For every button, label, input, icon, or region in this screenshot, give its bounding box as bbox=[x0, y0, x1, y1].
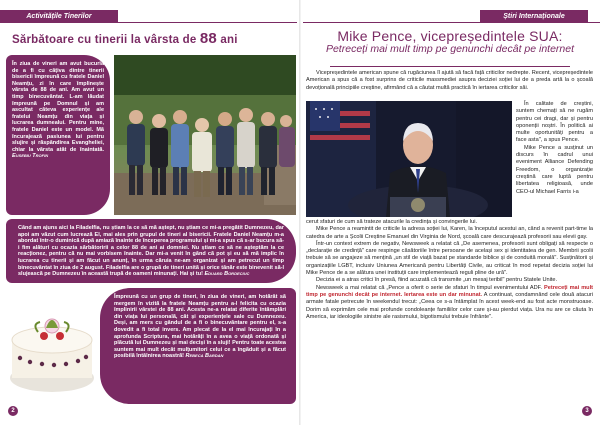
title-number: 88 bbox=[199, 30, 217, 47]
body-5-lead: Newsweek a mai relatat că „Pence a oferit o serie de sfaturi în timpul evenimentului ADF. bbox=[316, 284, 543, 291]
article-side-column bbox=[516, 101, 593, 196]
testimony-2-signature: Eduard Bordeciuc bbox=[204, 271, 250, 278]
birthday-cake-image bbox=[6, 288, 98, 404]
testimony-1-signature: Eusebiu Trofin bbox=[12, 153, 49, 160]
testimony-3-text: Împreună cu un grup de tineri, în ziua de vineri, am hotărât să mergem în vizită la fratele Neamțu pentru a-l felicita cu ocazia împlinirii vârstei de 88 ani. Acesta ne-a relatat diferite întâmplări din viața lui personală, cât și experiențele sale cu Dumnezeu. Deși, am mers cu gândul de a fi o binecuvântare pentru el, s-a dovedit a fi total invers. Am plecat de la el mai încurajați în a aprofunda Scriptura, mai hotărâți în a avea o viață ordonată și plăcută lui Dumnezeu și mai deciși în a sluji! Pentru toate acestea suntem mai mult decât mulțumitori celui ce a îngăduit și a făcut posibilă întâlnirea noastră! bbox=[114, 294, 286, 360]
body-paragraph-4: Decizia ei a atras critici în presă, fiind acuzată că transmite „un mesaj teribil" pentru Statele Unite. bbox=[316, 277, 558, 284]
page-number-left: 2 bbox=[8, 406, 18, 416]
side-paragraph-1: În calitate de creștini, suntem chemați să ne rugăm pentru cei dragi, dar și pentru oponenții noștri. În politică ai multe oportunități pentru a face asta", a spus Pence. bbox=[516, 101, 593, 144]
left-page-title bbox=[12, 30, 297, 47]
section-rule-right bbox=[303, 22, 600, 23]
intro-paragraph: Vicepreședintele american spune că rugăciunea îl ajută să facă față criticilor nedrepte. Recent, vicepreședintele American a spus că a fost surprins de criticile massmediei asupra deciziei soției lui de a preda artă la o școală devoțională principiile creștine, afirmând că a căutat multă practică în iertarea criticilor săi. bbox=[306, 70, 593, 91]
side-paragraph-2: Mike Pence a susținut un discurs în cadrul unui eveniment Alliance Defending Freedom, o organizație creștină care luptă pentru libertatea religioasă, unde CEO-ul Michael Farris i-a bbox=[516, 144, 593, 195]
title-suffix: ani bbox=[216, 34, 238, 46]
cake-illustration bbox=[6, 288, 98, 404]
testimony-2-text: Când am ajuns aici la Filadelfia, nu știam la ce să mă aștept, nu știam ce mi-a pregătit Dumnezeu, dar apoi am văzut cum lucrează El, mai ales prin grupul de tineri al bisericii. Fratele Daniel Neamțu m-a abordat într-o duminică după amiază înainte de începerea programului și mi-a spus că s-ar bucura să-i fim alături cu ocazia sărbătoririi a celor 88 de ani ai domniei. Nu știam ce să ne așteptăm la ce reacționez, pentru că nu mai vorbisem înainte. Dar mi-a venit în gând că pot și eu să mă implic în lucrarea cu tinerii și am făcut un anunț, în urma căruia ne-am organizat și am petrecut un timp binecuvântat în ziua de 2 august. Filadelfia are o grupă de tineri unită și orice tânăr este binevenit să-l slujească pe Dumnezeu în această trupă de oameni minunați. Hai și tu! bbox=[18, 225, 284, 278]
pence-quote-highlight: Petreceți mai mult timp pe genunchi decât pe internet. Iertarea este un dar minunat. bbox=[306, 284, 593, 298]
headline-rule bbox=[330, 66, 570, 67]
group-photo-illustration bbox=[114, 55, 296, 215]
pence-photo bbox=[306, 101, 512, 217]
body-paragraph-1: cerut sfaturi de cum să trateze atacurile la credința și convingerile lui. bbox=[306, 219, 477, 225]
right-page-title bbox=[304, 28, 596, 55]
page-fold bbox=[299, 0, 301, 425]
body-paragraph-5 bbox=[306, 285, 593, 321]
body-paragraph-2: Mike Pence a reamintit de criticile la adresa soției lui, Karen, la începutul acestui an, când a revenit part-time la catedra de arte a Școlii Creștine Emanuel din Virginia de Nord, școală care descurajează profesorii sau elevii gay. bbox=[306, 226, 593, 240]
article-body bbox=[306, 219, 593, 321]
testimony-panel-3 bbox=[100, 288, 296, 404]
section-rule-left bbox=[0, 22, 297, 23]
headline: Mike Pence, vicepreședintele SUA: bbox=[337, 28, 563, 44]
testimony-panel-2 bbox=[6, 219, 296, 283]
body-5-rest: A continuat, condamnând cele două atacuri armate fatale petrecute în weekendul trecut: „Ceea ce s-a întâmplat în acest week-end au fost acte monstruoase. Dorim să exprimăm cele mai profunde condoleanțe familiilor celor care și-au pierdut viața. Ura nu are ce căuta în America, iar ideologiile sinistre ale rasismului, bigotismului trebuie înfrânte". bbox=[306, 291, 593, 320]
testimony-3-signature: Rebeca Bardan bbox=[185, 353, 224, 360]
page-number-right: 3 bbox=[582, 406, 592, 416]
pence-photo-illustration bbox=[306, 101, 512, 217]
section-tab-right: Știri Internaționale bbox=[480, 10, 588, 23]
title-prefix: Sărbătoare cu tinerii la vârsta de bbox=[12, 34, 200, 46]
testimony-1-text: În ziua de vineri am avut bucuria de a fi cu câțiva dintre tinerii bisericii împreună cu fratele Daniel Neamțu, zi în care împlinește vârsta de 88 de ani. Am avut un timp binecuvântat. L-am lăudat împreună pe Domnul și am ascultat câteva experiențe ale fratelui Neamțu din viața și lucrarea dumnealui. Pentru mine, fratele Daniel este un model. Mă încurajează pasiunea lui pentru slujire și răspândirea Evangheliei, chiar la vârsta atât de înaintată. bbox=[12, 61, 104, 153]
body-paragraph-3: Într-un context extrem de negativ, Newsweek a relatat că „De asemenea, profesorii sunt obligați să respecte o „declarație de credință" care respinge căsătoriile între persoane de același sex și identitatea de gen. Membrii școlii trebuie să se angajeze să mențină „un stil de viață bazat pe standarde biblice și de conduită morală". Susținătorii și organizațiile LGBT, inclusiv Uniunea Americană pentru Libertăți Civile, au criticat în mod repetat decizia soției lui Mike Pence de a se alătura unei instituții care implementează reguli pline de ură". bbox=[306, 240, 593, 277]
section-tab-left: Activitățile Tinerilor bbox=[0, 10, 118, 23]
group-photo bbox=[114, 55, 296, 215]
subheadline: Petreceți mai mult timp pe genunchi decât pe internet bbox=[325, 43, 575, 55]
testimony-panel-1 bbox=[6, 55, 110, 215]
article-intro bbox=[306, 70, 593, 92]
